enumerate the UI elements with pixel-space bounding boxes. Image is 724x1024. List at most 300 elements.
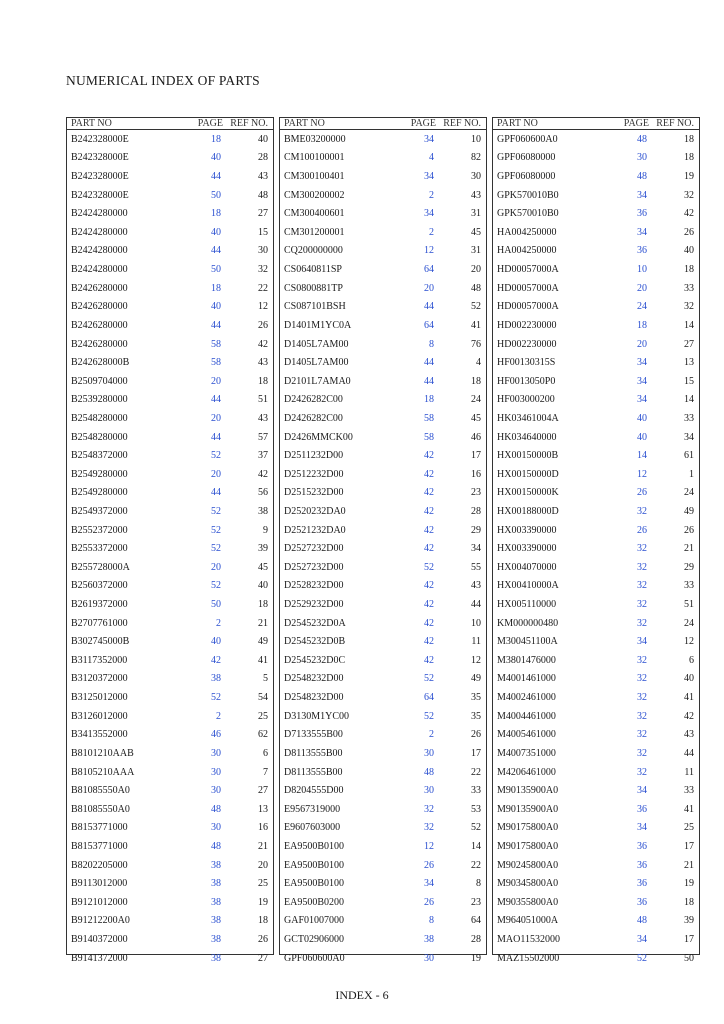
part-no-cell: B81085550A0 (71, 785, 130, 797)
page-cell: 38 (211, 673, 221, 685)
page-cell: 26 (424, 859, 434, 871)
part-no-cell: CM300100401 (284, 171, 345, 183)
page-cell: 32 (637, 505, 647, 517)
part-no-cell: B2619372000 (71, 599, 128, 611)
table-row (280, 335, 486, 354)
page-cell: 8 (429, 338, 434, 350)
ref-no-cell: 26 (684, 524, 694, 536)
page-cell: 48 (211, 803, 221, 815)
page-cell: 42 (424, 636, 434, 648)
header-part-no: PART NO (497, 118, 538, 129)
part-no-cell: B8202205000 (71, 859, 128, 871)
table-row (67, 930, 273, 949)
ref-no-cell: 35 (471, 710, 481, 722)
ref-no-cell: 42 (684, 208, 694, 220)
page-cell: 36 (637, 208, 647, 220)
page-cell: 32 (637, 599, 647, 611)
ref-no-cell: 8 (476, 878, 481, 890)
ref-no-cell: 20 (471, 264, 481, 276)
table-row (67, 800, 273, 819)
part-no-cell: B2426280000 (71, 319, 128, 331)
ref-no-cell: 18 (684, 152, 694, 164)
table-row (280, 577, 486, 596)
page-cell: 34 (637, 375, 647, 387)
page-cell: 36 (637, 803, 647, 815)
table-row (67, 502, 273, 521)
table-row (493, 242, 699, 261)
column-rows (67, 130, 273, 967)
ref-no-cell: 31 (471, 208, 481, 220)
table-row (67, 242, 273, 261)
part-no-cell: B2549372000 (71, 505, 128, 517)
table-row (280, 372, 486, 391)
table-row (493, 335, 699, 354)
page-cell: 50 (211, 189, 221, 201)
page-cell: 26 (637, 487, 647, 499)
table-row (67, 949, 273, 968)
table-row (493, 149, 699, 168)
table-row (493, 409, 699, 428)
header-ref-no: REF NO. (230, 118, 268, 129)
page-cell: 42 (424, 468, 434, 480)
part-no-cell: B2426280000 (71, 301, 128, 313)
ref-no-cell: 19 (684, 878, 694, 890)
table-row (280, 260, 486, 279)
table-row (493, 484, 699, 503)
page-cell: 10 (637, 264, 647, 276)
ref-no-cell: 43 (684, 729, 694, 741)
ref-no-cell: 24 (471, 394, 481, 406)
part-no-cell: HA004250000 (497, 245, 557, 257)
part-no-cell: D1405L7AM00 (284, 357, 349, 369)
part-no-cell: D2548232D00 (284, 692, 344, 704)
table-row (280, 539, 486, 558)
part-no-cell: B3117352000 (71, 654, 128, 666)
page-cell: 38 (211, 896, 221, 908)
page-cell: 52 (211, 692, 221, 704)
table-row (67, 521, 273, 540)
table-row (67, 167, 273, 186)
part-no-cell: B3125012000 (71, 692, 128, 704)
header-ref-no: REF NO. (443, 118, 481, 129)
table-row (280, 353, 486, 372)
ref-no-cell: 27 (258, 208, 268, 220)
page-cell: 18 (211, 208, 221, 220)
part-no-cell: GCT02906000 (284, 934, 344, 945)
part-no-cell: EA9500B0100 (284, 878, 344, 890)
page-cell: 30 (211, 766, 221, 778)
table-row (280, 800, 486, 819)
ref-no-cell: 41 (684, 692, 694, 704)
ref-no-cell: 12 (684, 636, 694, 648)
index-column-3 (492, 117, 700, 964)
ref-no-cell: 49 (471, 673, 481, 685)
part-no-cell: M4206461000 (497, 766, 556, 778)
part-no-cell: B2549280000 (71, 487, 128, 499)
page-cell: 38 (211, 878, 221, 890)
part-no-cell: B2424280000 (71, 245, 128, 257)
ref-no-cell: 55 (471, 561, 481, 573)
page-cell: 32 (637, 543, 647, 555)
table-row (493, 577, 699, 596)
table-row (280, 763, 486, 782)
ref-no-cell: 6 (263, 747, 268, 759)
part-no-cell: HD00057000A (497, 282, 559, 294)
ref-no-cell: 19 (471, 952, 481, 964)
table-row (280, 949, 486, 968)
table-row (493, 744, 699, 763)
part-no-cell: D2527232D00 (284, 561, 344, 573)
table-row (67, 391, 273, 410)
ref-no-cell: 42 (258, 468, 268, 480)
table-row (280, 167, 486, 186)
page-cell: 46 (211, 729, 221, 741)
page-cell: 34 (424, 171, 434, 183)
page-cell: 36 (637, 245, 647, 257)
ref-no-cell: 11 (471, 636, 481, 648)
page-cell: 48 (424, 766, 434, 778)
table-row (493, 726, 699, 745)
part-no-cell: B242328000E (71, 189, 129, 201)
ref-no-cell: 48 (258, 189, 268, 201)
table-row (280, 707, 486, 726)
part-no-cell: B242328000E (71, 133, 129, 145)
page-cell: 40 (637, 431, 647, 443)
ref-no-cell: 4 (476, 357, 481, 369)
part-no-cell: B91212200A0 (71, 915, 130, 927)
table-row (280, 521, 486, 540)
table-row (493, 353, 699, 372)
part-no-cell: M90175800A0 (497, 822, 559, 834)
ref-no-cell: 52 (471, 301, 481, 313)
ref-no-cell: 16 (258, 822, 268, 834)
ref-no-cell: 54 (258, 692, 268, 704)
ref-no-cell: 22 (258, 282, 268, 294)
table-row (280, 912, 486, 931)
part-no-cell: D2545232D0A (284, 617, 346, 629)
part-no-cell: GAF01007000 (284, 915, 345, 927)
table-row (67, 539, 273, 558)
ref-no-cell: 31 (471, 245, 481, 257)
part-no-cell: B2426280000 (71, 338, 128, 350)
table-row (280, 428, 486, 447)
table-row (67, 130, 273, 149)
ref-no-cell: 23 (471, 896, 481, 908)
table-row (493, 502, 699, 521)
ref-no-cell: 28 (258, 152, 268, 164)
page-cell: 20 (637, 338, 647, 350)
ref-no-cell: 35 (471, 692, 481, 704)
part-no-cell: D8204555D00 (284, 785, 344, 797)
part-no-cell: B2426280000 (71, 282, 128, 294)
part-no-cell: B8153771000 (71, 840, 128, 852)
part-no-cell: GPK570010B0 (497, 189, 559, 201)
column-header (280, 118, 486, 130)
page-cell: 18 (211, 133, 221, 145)
table-row (280, 744, 486, 763)
ref-no-cell: 51 (258, 394, 268, 406)
part-no-cell: HX003390000 (497, 543, 557, 555)
table-row (493, 707, 699, 726)
part-no-cell: B2424280000 (71, 208, 128, 220)
part-no-cell: B9141372000 (71, 952, 128, 964)
table-row (493, 930, 699, 949)
table-row (493, 186, 699, 205)
part-no-cell: D2527232D00 (284, 543, 344, 555)
table-row (67, 837, 273, 856)
table-row (67, 874, 273, 893)
table-row (493, 428, 699, 447)
table-row (280, 688, 486, 707)
page-cell: 44 (424, 301, 434, 313)
page-cell: 30 (424, 747, 434, 759)
ref-no-cell: 17 (471, 747, 481, 759)
page-cell: 34 (637, 226, 647, 238)
table-row (493, 800, 699, 819)
page-cell: 26 (424, 896, 434, 908)
ref-no-cell: 27 (258, 785, 268, 797)
part-no-cell: HD002230000 (497, 338, 557, 350)
page-cell: 32 (637, 673, 647, 685)
page-cell: 40 (211, 636, 221, 648)
page-cell: 14 (637, 450, 647, 462)
page-cell: 38 (211, 934, 221, 945)
ref-no-cell: 41 (471, 319, 481, 331)
ref-no-cell: 12 (258, 301, 268, 313)
ref-no-cell: 24 (684, 487, 694, 499)
page-cell: 50 (211, 264, 221, 276)
page-cell: 40 (637, 412, 647, 424)
ref-no-cell: 57 (258, 431, 268, 443)
part-no-cell: D2545232D0C (284, 654, 346, 666)
page-cell: 58 (424, 412, 434, 424)
table-row (493, 446, 699, 465)
ref-no-cell: 9 (263, 524, 268, 536)
table-row (280, 670, 486, 689)
table-row (493, 279, 699, 298)
part-no-cell: B3120372000 (71, 673, 128, 685)
table-row (67, 819, 273, 838)
table-row (280, 223, 486, 242)
part-no-cell: KM000000480 (497, 617, 559, 629)
ref-no-cell: 28 (471, 934, 481, 945)
column-header (493, 118, 699, 130)
page-cell: 42 (424, 599, 434, 611)
table-row (67, 149, 273, 168)
ref-no-cell: 19 (258, 896, 268, 908)
ref-no-cell: 20 (258, 859, 268, 871)
page-cell: 2 (216, 617, 221, 629)
page-cell: 4 (429, 152, 434, 164)
part-no-cell: E9567319000 (284, 803, 341, 815)
page-cell: 36 (637, 859, 647, 871)
ref-no-cell: 25 (258, 878, 268, 890)
ref-no-cell: 29 (684, 561, 694, 573)
table-row (493, 856, 699, 875)
page-cell: 30 (424, 952, 434, 964)
ref-no-cell: 56 (258, 487, 268, 499)
table-row (67, 353, 273, 372)
header-page: PAGE (623, 118, 649, 129)
page-cell: 30 (637, 152, 647, 164)
ref-no-cell: 43 (258, 357, 268, 369)
ref-no-cell: 5 (263, 673, 268, 685)
page-cell: 32 (637, 747, 647, 759)
part-no-cell: B255728000A (71, 561, 130, 573)
page-cell: 32 (424, 803, 434, 815)
part-no-cell: M4002461000 (497, 692, 556, 704)
page-cell: 34 (637, 934, 647, 945)
ref-no-cell: 15 (258, 226, 268, 238)
page-cell: 34 (637, 357, 647, 369)
ref-no-cell: 30 (258, 245, 268, 257)
part-no-cell: B242628000B (71, 357, 130, 369)
page-cell: 32 (637, 654, 647, 666)
page-cell: 30 (211, 747, 221, 759)
page-cell: 52 (211, 450, 221, 462)
part-no-cell: M4001461000 (497, 673, 556, 685)
ref-no-cell: 10 (471, 133, 481, 145)
page-cell: 42 (424, 580, 434, 592)
ref-no-cell: 16 (471, 468, 481, 480)
page-cell: 20 (211, 412, 221, 424)
part-no-cell: HF0013050P0 (497, 375, 556, 387)
table-row (67, 279, 273, 298)
ref-no-cell: 38 (258, 505, 268, 517)
page-cell: 2 (429, 729, 434, 741)
part-no-cell: D2426282C00 (284, 412, 343, 424)
table-row (493, 391, 699, 410)
page-cell: 32 (637, 561, 647, 573)
table-row (67, 577, 273, 596)
part-no-cell: B9113012000 (71, 878, 128, 890)
page-cell: 12 (424, 840, 434, 852)
page-cell: 36 (637, 878, 647, 890)
page-cell: 32 (637, 766, 647, 778)
ref-no-cell: 24 (684, 617, 694, 629)
ref-no-cell: 13 (258, 803, 268, 815)
ref-no-cell: 43 (258, 171, 268, 183)
page-cell: 36 (637, 896, 647, 908)
header-part-no: PART NO (71, 118, 112, 129)
table-row (280, 893, 486, 912)
ref-no-cell: 6 (689, 654, 694, 666)
part-no-cell: M4005461000 (497, 729, 556, 741)
table-row (67, 856, 273, 875)
part-no-cell: B2560372000 (71, 580, 128, 592)
table-row (67, 186, 273, 205)
table-row (280, 279, 486, 298)
part-no-cell: HX003390000 (497, 524, 557, 536)
page-cell: 34 (637, 636, 647, 648)
ref-no-cell: 33 (684, 580, 694, 592)
table-row (493, 558, 699, 577)
part-no-cell: M90135900A0 (497, 785, 559, 797)
page-cell: 2 (216, 710, 221, 722)
table-row (493, 651, 699, 670)
part-no-cell: HX004070000 (497, 561, 557, 573)
table-row (493, 372, 699, 391)
ref-no-cell: 49 (684, 505, 694, 517)
table-row (493, 316, 699, 335)
part-no-cell: D2511232D00 (284, 450, 344, 462)
ref-no-cell: 19 (684, 171, 694, 183)
page-cell: 34 (637, 822, 647, 834)
page-cell: 52 (211, 580, 221, 592)
table-row (67, 465, 273, 484)
table-row (493, 297, 699, 316)
part-no-cell: D3130M1YC00 (284, 710, 350, 722)
part-no-cell: M4007351000 (497, 747, 556, 759)
table-row (493, 260, 699, 279)
table-row (280, 595, 486, 614)
index-column-1 (66, 117, 274, 964)
ref-no-cell: 18 (258, 915, 268, 927)
table-row (280, 614, 486, 633)
page-cell: 44 (211, 431, 221, 443)
part-no-cell: B2548280000 (71, 431, 128, 443)
header-page: PAGE (410, 118, 436, 129)
ref-no-cell: 50 (684, 952, 694, 964)
page-cell: 40 (211, 301, 221, 313)
table-row (280, 819, 486, 838)
page-cell: 48 (211, 840, 221, 852)
page-cell: 42 (424, 543, 434, 555)
page-cell: 44 (211, 319, 221, 331)
ref-no-cell: 46 (471, 431, 481, 443)
part-no-cell: HD00057000A (497, 264, 559, 276)
page-cell: 34 (424, 133, 434, 145)
ref-no-cell: 32 (258, 264, 268, 276)
page-cell: 30 (424, 785, 434, 797)
page-cell: 8 (429, 915, 434, 927)
part-no-cell: M90135900A0 (497, 803, 559, 815)
ref-no-cell: 22 (471, 859, 481, 871)
page-cell: 64 (424, 264, 434, 276)
table-row (280, 130, 486, 149)
page-cell: 20 (424, 282, 434, 294)
table-row (280, 149, 486, 168)
page-cell: 36 (637, 840, 647, 852)
ref-no-cell: 61 (684, 450, 694, 462)
table-row (67, 670, 273, 689)
table-row (280, 837, 486, 856)
ref-no-cell: 17 (471, 450, 481, 462)
table-row (493, 632, 699, 651)
page-cell: 12 (637, 468, 647, 480)
ref-no-cell: 33 (471, 785, 481, 797)
part-no-cell: D8113555B00 (284, 766, 343, 778)
ref-no-cell: 26 (684, 226, 694, 238)
page-footer: INDEX - 6 (335, 988, 389, 1002)
part-no-cell: D7133555B00 (284, 729, 343, 741)
page-cell: 34 (637, 189, 647, 201)
ref-no-cell: 21 (684, 543, 694, 555)
part-no-cell: GPF06080000 (497, 152, 556, 164)
page-cell: 52 (211, 543, 221, 555)
table-row (493, 595, 699, 614)
part-no-cell: CM300400601 (284, 208, 345, 220)
page-cell: 50 (211, 599, 221, 611)
page-cell: 18 (637, 319, 647, 331)
page-cell: 40 (211, 152, 221, 164)
table-row (67, 595, 273, 614)
table-row (67, 558, 273, 577)
ref-no-cell: 15 (684, 375, 694, 387)
page-cell: 32 (637, 729, 647, 741)
header-part-no: PART NO (284, 118, 325, 129)
page-cell: 30 (211, 822, 221, 834)
